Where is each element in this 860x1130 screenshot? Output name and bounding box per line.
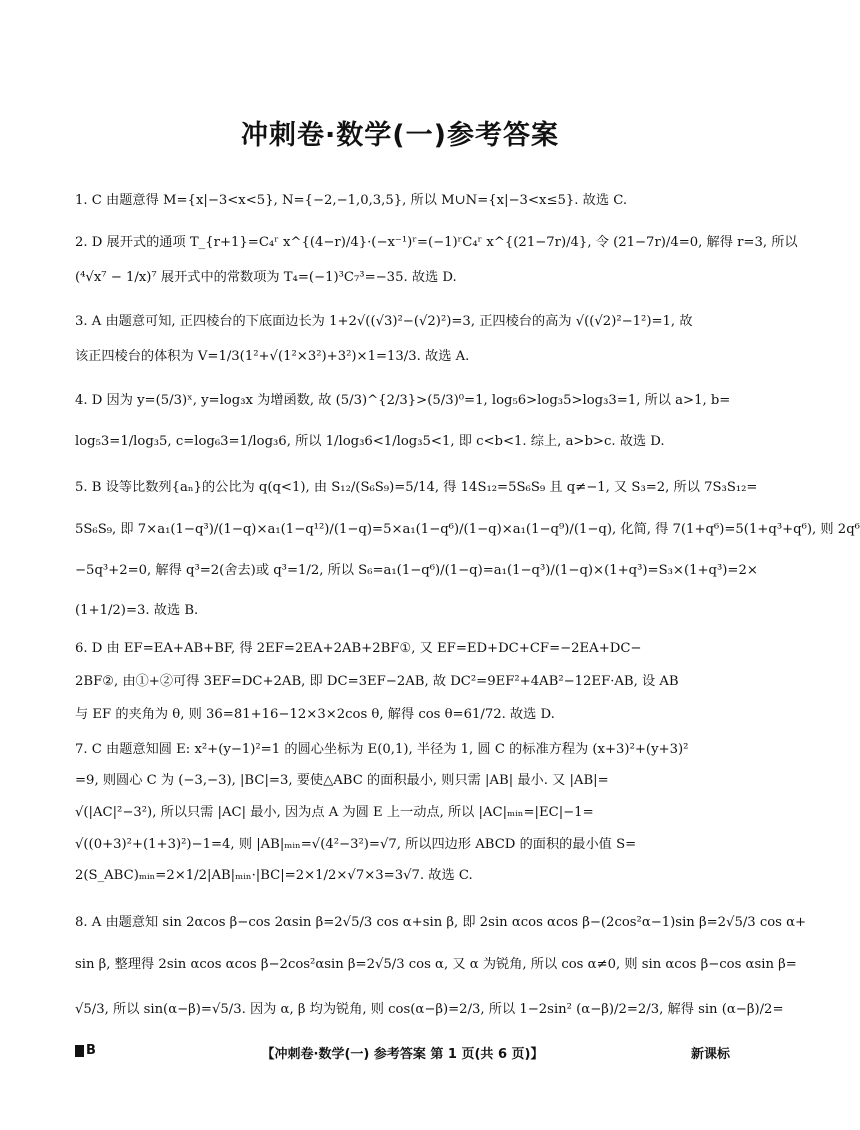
answer-line: 该正四棱台的体积为 V=1/3(1²+√(1²×3²)+3²)×1=13/3. 故选 A. (75, 349, 470, 364)
answer-line: 2. D 展开式的通项 T_{r+1}=C₄ʳ x^{(4−r)/4}·(−x⁻¹)ʳ=(−1)ʳC₄ʳ x^{(21−7r)/4}, 令 (21−7r)/4=0, 解得 r=3, 所以 (75, 235, 798, 250)
page-title: 冲刺卷·数学(一)参考答案 (241, 120, 559, 151)
footer-page-info: 【冲刺卷·数学(一) 参考答案 第 1 页(共 6 页)】 (261, 1047, 544, 1062)
answer-line: √(|AC|²−3²), 所以只需 |AC| 最小, 因为点 A 为圆 E 上一动点, 所以 |AC|ₘᵢₙ=|EC|−1= (75, 805, 594, 820)
answer-line: 2(S_ABC)ₘᵢₙ=2×1/2|AB|ₘᵢₙ·|BC|=2×1/2×√7×3=3√7. 故选 C. (75, 868, 473, 883)
answer-line: 4. D 因为 y=(5/3)ˣ, y=log₃x 为增函数, 故 (5/3)^{2/3}>(5/3)⁰=1, log₅6>log₃5>log₃3=1, 所以 a>1, b= (75, 393, 731, 408)
page-footer (75, 1043, 730, 1063)
answer-line: (1+1/2)=3. 故选 B. (75, 603, 199, 618)
answer-line: log₅3=1/log₃5, c=log₆3=1/log₃6, 所以 1/log₃6<1/log₃5<1, 即 c<b<1. 综上, a>b>c. 故选 D. (75, 434, 665, 449)
answer-line: 5S₆S₉, 即 7×a₁(1−q³)/(1−q)×a₁(1−q¹²)/(1−q)=5×a₁(1−q⁶)/(1−q)×a₁(1−q⁹)/(1−q), 化简, 得 7(1+q⁶)=5(1+q³+q⁶), 则 2q⁶ (75, 522, 860, 537)
answer-line: (⁴√x⁷ − 1/x)⁷ 展开式中的常数项为 T₄=(−1)³C₇³=−35. 故选 D. (75, 270, 457, 285)
answer-line: 与 EF 的夹角为 θ, 则 36=81+16−12×3×2cos θ, 解得 cos θ=61/72. 故选 D. (75, 707, 555, 722)
answer-line: =9, 则圆心 C 为 (−3,−3), |BC|=3, 要使△ABC 的面积最小, 则只需 |AB| 最小. 又 |AB|= (75, 773, 609, 788)
answer-line: 3. A 由题意可知, 正四棱台的下底面边长为 1+2√((√3)²−(√2)²)=3, 正四棱台的高为 √((√2)²−1²)=1, 故 (75, 314, 693, 329)
answer-line: 5. B 设等比数列{aₙ}的公比为 q(q<1), 由 S₁₂/(S₆S₉)=5/14, 得 14S₁₂=5S₆S₉ 且 q≠−1, 又 S₃=2, 所以 7S₃S₁₂= (75, 480, 758, 495)
answer-line: sin β, 整理得 2sin αcos αcos β−2cos²αsin β=2√5/3 cos α, 又 α 为锐角, 所以 cos α≠0, 则 sin αcos β−cos αsin β= (75, 957, 797, 972)
footer-edition: 新课标 (690, 1047, 730, 1062)
answer-line: √5/3, 所以 sin(α−β)=√5/3. 因为 α, β 均为锐角, 则 cos(α−β)=2/3, 所以 1−2sin² (α−β)/2=2/3, 解得 sin (α−β)/2= (75, 1002, 784, 1017)
answer-line: 7. C 由题意知圆 E: x²+(y−1)²=1 的圆心坐标为 E(0,1), 半径为 1, 圆 C 的标准方程为 (x+3)²+(y+3)² (75, 742, 689, 757)
answer-line: 6. D 由 EF=EA+AB+BF, 得 2EF=2EA+2AB+2BF①, 又 EF=ED+DC+CF=−2EA+DC− (75, 641, 642, 656)
answer-line: 8. A 由题意知 sin 2αcos β−cos 2αsin β=2√5/3 cos α+sin β, 即 2sin αcos αcos β−(2cos²α−1)sin β=2√5/3 cos α+ (75, 915, 807, 930)
answer-line: −5q³+2=0, 解得 q³=2(舍去)或 q³=1/2, 所以 S₆=a₁(1−q⁶)/(1−q)=a₁(1−q³)/(1−q)×(1+q³)=S₃×(1+q³)=2× (75, 563, 758, 578)
footer-code-label: B (86, 1043, 96, 1058)
answer-line: √((0+3)²+(1+3)²)−1=4, 则 |AB|ₘᵢₙ=√(4²−3²)=√7, 所以四边形 ABCD 的面积的最小值 S= (75, 837, 637, 852)
answer-line: 2BF②, 由①+②可得 3EF=DC+2AB, 即 DC=3EF−2AB, 故 DC²=9EF²+4AB²−12EF·AB, 设 AB (75, 674, 679, 689)
answer-line: 1. C 由题意得 M={x|−3<x<5}, N={−2,−1,0,3,5}, 所以 M∪N={x|−3<x≤5}. 故选 C. (75, 193, 628, 208)
